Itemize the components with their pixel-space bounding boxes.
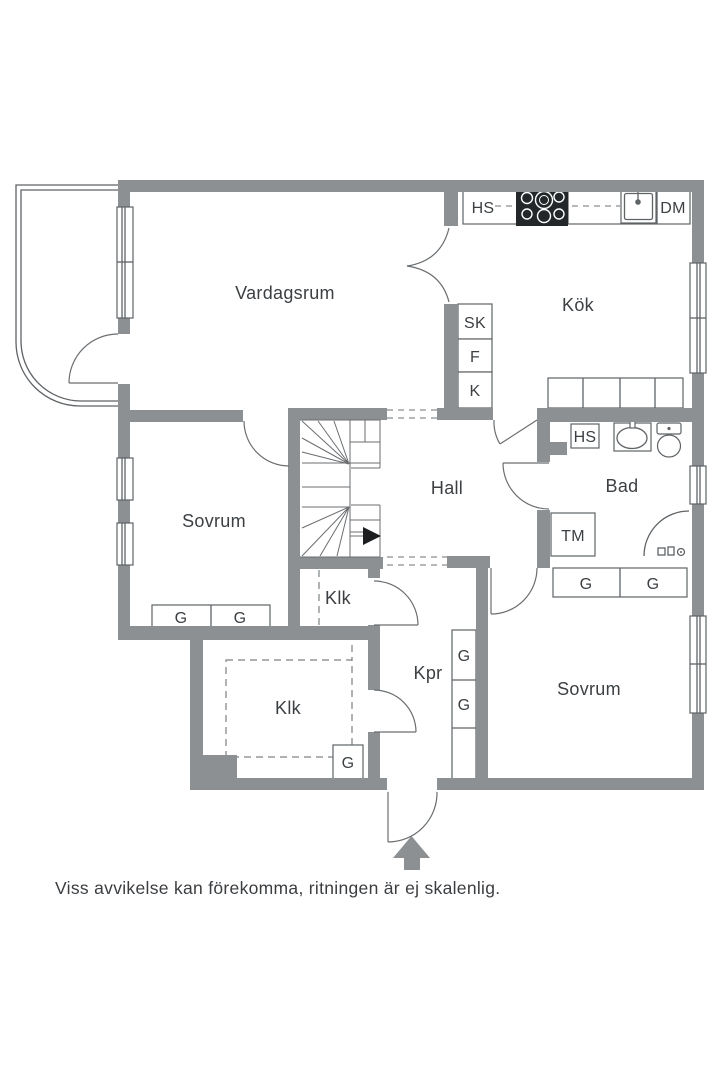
balcony-outline xyxy=(16,185,118,406)
label-wardrobe: G xyxy=(341,755,355,772)
disclaimer-text: Viss avvikelse kan förekomma, ritningen är ej skalenlig. xyxy=(55,878,501,898)
staircase xyxy=(300,420,381,557)
label-living-room: Vardagsrum xyxy=(235,283,335,303)
door-bathroom xyxy=(503,463,549,509)
door-double-living-kitchen xyxy=(407,228,449,302)
label-closet-upper: Klk xyxy=(325,588,351,608)
washbasin-icon xyxy=(614,420,651,451)
label-wardrobe: G xyxy=(457,697,471,714)
label-kitchen-tall-cabinet: HS xyxy=(471,200,495,217)
window-living-room xyxy=(117,207,133,318)
label-bedroom-left: Sovrum xyxy=(182,511,246,531)
door-closet-lower xyxy=(374,690,416,732)
kitchen-counter-top xyxy=(463,187,690,226)
label-freezer: K xyxy=(469,383,481,400)
label-wardrobe: G xyxy=(457,648,471,665)
label-dishwasher: DM xyxy=(660,200,686,217)
door-closet-upper xyxy=(374,581,418,625)
label-kitchen: Kök xyxy=(562,295,594,315)
window-bathroom xyxy=(690,466,706,504)
kitchen-counter-bottom xyxy=(548,378,683,408)
label-bathroom-cabinet: HS xyxy=(573,429,597,446)
window-kitchen xyxy=(690,263,706,373)
label-wardrobe: G xyxy=(174,610,188,627)
window-bedroom-left-1 xyxy=(117,458,133,500)
stove-icon xyxy=(516,187,568,226)
label-wardrobe: G xyxy=(579,576,593,593)
window-bedroom-lower xyxy=(690,616,706,713)
label-cleaning-cabinet: SK xyxy=(464,315,486,332)
label-wardrobe: G xyxy=(646,576,660,593)
label-corridor: Kpr xyxy=(413,663,443,683)
label-fridge: F xyxy=(469,349,481,366)
stair-direction-arrow xyxy=(363,527,381,545)
sink-icon xyxy=(621,190,656,223)
door-bedroom-left xyxy=(244,421,289,466)
label-washing-machine: TM xyxy=(561,528,585,545)
door-kitchen-hall xyxy=(494,420,537,444)
toilet-icon xyxy=(657,423,681,457)
door-bedroom-lower xyxy=(491,568,537,614)
label-hall: Hall xyxy=(430,478,464,498)
door-balcony xyxy=(69,334,118,383)
window-bedroom-left-2 xyxy=(117,523,133,565)
shower-icon xyxy=(644,511,689,556)
door-entrance xyxy=(388,792,437,842)
label-bathroom: Bad xyxy=(605,476,639,496)
label-bedroom-lower: Sovrum xyxy=(557,679,621,699)
label-closet-lower: Klk xyxy=(275,698,301,718)
label-wardrobe: G xyxy=(233,610,247,627)
